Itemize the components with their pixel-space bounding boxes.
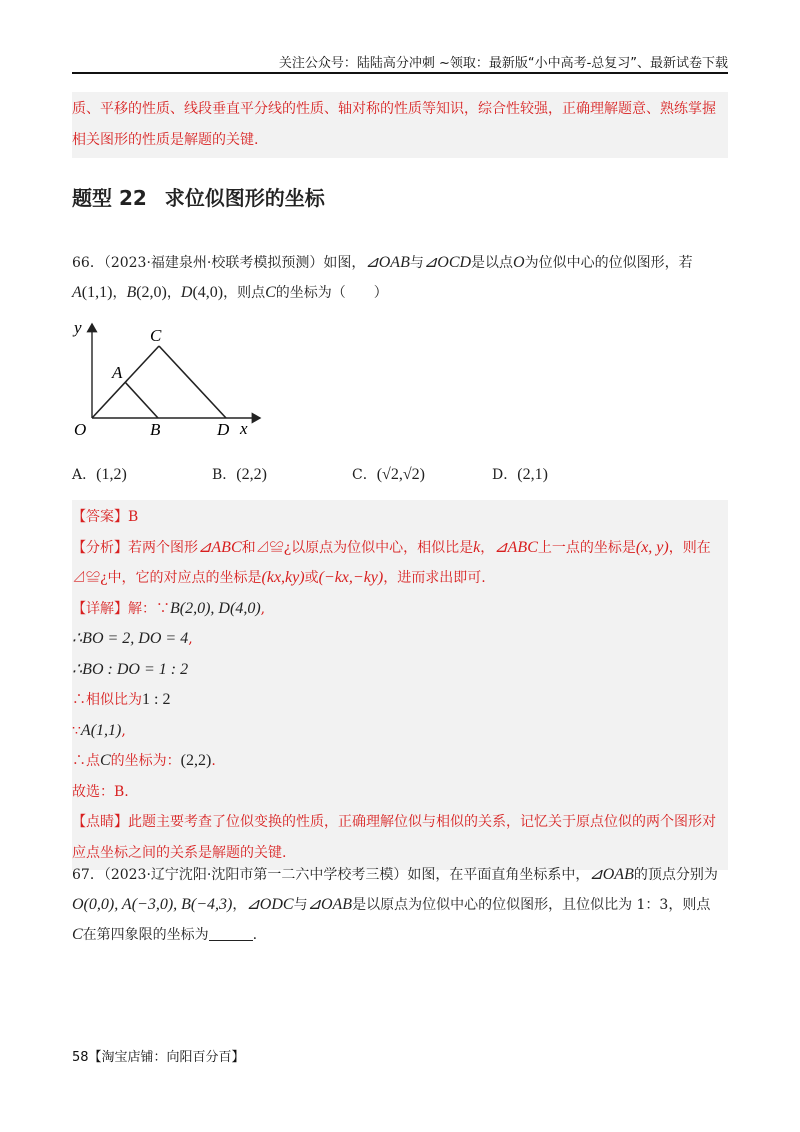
detail-line-6: ∴点C的坐标为：(2,2). <box>72 752 216 769</box>
page-header: 关注公众号：陆陆高分冲刺 ~领取：最新版“小中高考-总复习”、最新试卷下载 <box>278 56 728 71</box>
detail-line-5: ∵A(1,1), <box>72 721 126 739</box>
point-line-1: 【点睛】此题主要考查了位似变换的性质，正确理解位似与相似的关系，记忆关于原点位似的两个图形对 <box>72 814 716 830</box>
q66-figure <box>70 318 270 442</box>
label-B: B <box>150 420 161 439</box>
q67-line-1: 67．（2023·辽宁沈阳·沈阳市第一二六中学校考三模）如图，在平面直角坐标系中，⊿OAB的顶点分别为 <box>72 866 718 883</box>
detail-line-3: ∴BO : DO = 1 : 2 <box>72 660 189 678</box>
section-heading <box>72 182 325 211</box>
point-line-2: 应点坐标之间的关系是解题的关键. <box>72 844 287 861</box>
segment-CD <box>159 346 226 418</box>
q66-line-1: 66．（2023·福建泉州·校联考模拟预测）如图，⊿OAB与⊿OCD是以点O为位似中心的位似图形，若 <box>72 254 693 271</box>
detail-line-4: ∴相似比为1 : 2 <box>72 691 171 708</box>
detail-line-7: 故选：B. <box>72 783 129 800</box>
detail-line-2: ∴BO = 2, DO = 4, <box>72 630 193 647</box>
q66-solution <box>72 500 728 870</box>
q67-line-3: C在第四象限的坐标为 . <box>72 926 258 943</box>
label-A: A <box>112 363 123 382</box>
q66-line-2: A(1,1)，B(2,0)，D(4,0)，则点C的坐标为（ ） <box>72 284 388 301</box>
q66-options <box>72 460 728 490</box>
analysis-line-1: 【分析】若两个图形⊿ABC和⊿≌¿以原点为位似中心，相似比是k，⊿ABC上一点的坐标是(x, y)，则在 <box>72 538 711 556</box>
option-b[interactable]: B．(2,2) <box>212 466 267 483</box>
answer-line: 【答案】B <box>72 509 139 525</box>
intro-line-1: 质、平移的性质、线段垂直平分线的性质、轴对称的性质等知识，综合性较强，正确理解题意、熟练掌握 <box>72 101 716 117</box>
label-x: x <box>240 419 248 438</box>
segment-AB <box>125 382 158 418</box>
header-rule <box>72 72 728 74</box>
option-c[interactable]: C．(√2,√2) <box>352 466 425 483</box>
heading-title: 求位似图形的坐标 <box>164 186 325 210</box>
page-footer <box>72 1046 245 1065</box>
page-number: 58 <box>72 1050 89 1065</box>
intro-line-2: 相关图形的性质是解题的关键. <box>72 132 259 148</box>
heading-number: 题型 22 <box>72 186 147 210</box>
answer-blank[interactable] <box>209 924 253 941</box>
label-O: O <box>74 420 87 439</box>
analysis-line-2: ⊿≌¿中，它的对应点的坐标是(kx,ky)或(−kx,−ky)，进而求出即可. <box>72 569 486 586</box>
option-a[interactable]: A．(1,2) <box>72 466 127 483</box>
label-C: C <box>150 326 162 345</box>
q67-line-2: O(0,0), A(−3,0), B(−4,3)，⊿ODC与⊿OAB是以原点为位似中心的位似图形，且位似比为 1：3，则点 <box>72 896 711 913</box>
question-66 <box>72 248 728 308</box>
footer-text: 【淘宝店铺：向阳百分百】 <box>88 1050 245 1065</box>
option-d[interactable]: D．(2,1) <box>492 466 548 483</box>
label-D: D <box>217 420 230 439</box>
detail-line-1: 【详解】解：∵B(2,0), D(4,0), <box>72 599 266 617</box>
label-y: y <box>74 318 82 337</box>
question-67 <box>72 860 728 950</box>
intro-paragraph <box>72 92 728 158</box>
